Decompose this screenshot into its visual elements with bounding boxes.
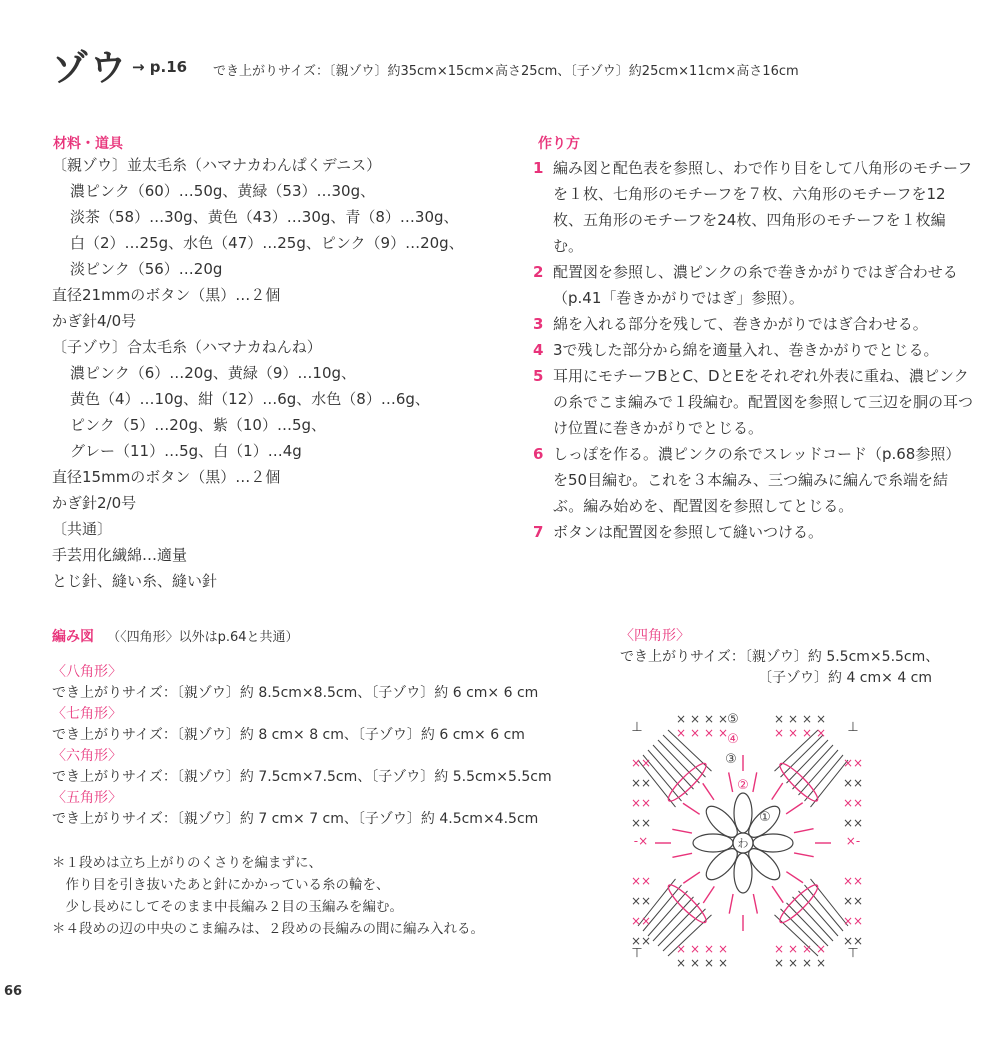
diagram-heading: 編み図 <box>52 629 94 645</box>
fan-stitch <box>781 735 824 777</box>
material-line: グレー（11）…5g、白（1）…4g <box>70 442 302 460</box>
single-crochet-mark: × <box>675 726 687 740</box>
material-line: 黄色（4）…10g、紺（12）…6g、水色（8）…6g、 <box>70 390 430 408</box>
fan-stitch <box>658 740 700 783</box>
single-crochet-mark: × <box>689 712 701 726</box>
single-crochet-mark: ×× <box>630 816 652 830</box>
fan-stitch <box>787 903 829 946</box>
material-line: 〔共通〕 <box>52 520 113 538</box>
single-crochet-mark: ×× <box>630 934 652 948</box>
method-step <box>533 259 973 311</box>
pink-stitch <box>683 872 700 883</box>
cluster-stitch <box>744 844 785 885</box>
step-number: 6 <box>533 445 544 463</box>
step-text: 編み図と配色表を参照し、わで作り目をして八角形のモチーフを１枚、七角形のモチーフを７枚、六角形のモチーフを12枚、五角形のモチーフを24枚、四角形のモチーフを１枚編む。 <box>553 159 973 255</box>
pink-stitch <box>703 783 714 800</box>
corner-chain-mark: ⊤ <box>847 946 859 961</box>
cluster-stitch <box>701 801 742 842</box>
single-crochet-mark: ×× <box>630 776 652 790</box>
step-text: 配置図を参照し、濃ピンクの糸で巻きかがりではぎ合わせる（p.41「巻きかがりではぎ」参照）。 <box>553 263 958 307</box>
pink-stitch <box>786 803 803 814</box>
pink-stitch <box>794 853 814 857</box>
single-crochet-mark: ×× <box>842 796 864 810</box>
square-size-line1: でき上がりサイズ：〔親ゾウ〕約 5.5cm×5.5cm、 <box>620 649 940 665</box>
fan-stitch <box>653 745 694 789</box>
step-text: 綿を入れる部分を残して、巻きかがりではぎ合わせる。 <box>553 315 928 333</box>
method-step <box>533 337 973 363</box>
single-crochet-mark: × <box>703 712 715 726</box>
page-title: ゾウ <box>52 48 129 89</box>
step-text: ボタンは配置図を参照して縫いつける。 <box>553 523 824 541</box>
single-crochet-mark: ×× <box>630 796 652 810</box>
material-line: 淡ピンク（56）…20g <box>70 260 223 278</box>
shape-size: でき上がりサイズ：〔親ゾウ〕約 8.5cm×8.5cm、〔子ゾウ〕約 6 cm× 6 cm <box>52 685 539 701</box>
single-crochet-mark: × <box>773 956 785 970</box>
single-crochet-mark: ×× <box>842 874 864 888</box>
shape-name: 〈七角形〉 <box>52 706 122 722</box>
pink-stitch <box>672 853 692 857</box>
single-crochet-mark: ×× <box>842 816 864 830</box>
single-crochet-mark: -× <box>633 834 649 848</box>
step-number: 5 <box>533 367 544 385</box>
single-crochet-mark: × <box>801 956 813 970</box>
material-line: 淡茶（58）…30g、黄色（43）…30g、青（8）…30g、 <box>70 208 459 226</box>
single-crochet-mark: × <box>703 942 715 956</box>
single-crochet-mark: ×× <box>630 756 652 770</box>
method-steps <box>533 155 973 545</box>
single-crochet-mark: ×× <box>630 894 652 908</box>
material-line: かぎ針4/0号 <box>52 312 137 330</box>
single-crochet-mark: × <box>815 726 827 740</box>
single-crochet-mark: × <box>703 726 715 740</box>
step-number: 4 <box>533 341 544 359</box>
method-step <box>533 363 973 441</box>
crochet-square-chart <box>615 705 875 970</box>
single-crochet-mark: × <box>801 712 813 726</box>
pink-stitch <box>683 803 700 814</box>
single-crochet-mark: × <box>717 956 729 970</box>
diagram-heading-row <box>52 626 299 646</box>
materials-list <box>52 152 464 594</box>
single-crochet-mark: × <box>815 712 827 726</box>
method-heading: 作り方 <box>538 136 580 152</box>
single-crochet-mark: ×× <box>630 914 652 928</box>
step-number: 7 <box>533 523 544 541</box>
material-line: とじ針、縫い糸、縫い針 <box>52 572 218 590</box>
note-line: 作り目を引き抜いたあと針にかかっている糸の輪を、 <box>52 877 390 893</box>
single-crochet-mark: × <box>801 726 813 740</box>
single-crochet-mark: × <box>787 712 799 726</box>
round-number: ⑤ <box>727 712 739 727</box>
pink-stitch <box>772 886 783 903</box>
pink-stitch <box>729 772 733 792</box>
shape-name: 〈五角形〉 <box>52 790 122 806</box>
fan-stitch <box>658 903 700 946</box>
material-line: 〔親ゾウ〕並太毛糸（ハマナカわんぱくデニス） <box>52 156 382 174</box>
single-crochet-mark: × <box>717 942 729 956</box>
fan-stitch <box>805 885 844 931</box>
pink-stitch <box>772 783 783 800</box>
page-number: 66 <box>4 984 23 999</box>
round-number: ① <box>759 810 771 825</box>
round-number: ② <box>737 778 749 793</box>
cluster-stitch <box>701 844 742 885</box>
fan-stitch <box>793 745 834 789</box>
page-reference: → p.16 <box>132 58 188 76</box>
fan-stitch <box>799 750 839 795</box>
material-line: 〔子ゾウ〕合太毛糸（ハマナカねんね） <box>52 338 322 356</box>
single-crochet-mark: × <box>675 942 687 956</box>
single-crochet-mark: ×× <box>842 934 864 948</box>
single-crochet-mark: × <box>801 942 813 956</box>
single-crochet-mark: × <box>689 942 701 956</box>
single-crochet-mark: × <box>689 956 701 970</box>
material-line: 濃ピンク（60）…50g、黄緑（53）…30g、 <box>70 182 376 200</box>
note-line: 少し長めにしてそのまま中長編み２目の玉編みを編む。 <box>52 899 403 915</box>
material-line: 手芸用化繊綿…適量 <box>52 546 188 564</box>
pink-stitch <box>753 772 757 792</box>
fan-stitch <box>648 891 688 936</box>
fan-stitch <box>663 735 706 777</box>
diagram-heading-note: （〈四角形〉以外はp.64と共通） <box>107 630 299 645</box>
step-text: 耳用にモチーフBとC、DとEをそれぞれ外表に重ね、濃ピンクの糸でこま編みで１段編む。配置図を参照して三辺を胴の耳つけ位置に巻きかがりでとじる。 <box>553 367 974 437</box>
materials-heading: 材料・道具 <box>53 136 123 152</box>
single-crochet-mark: ×× <box>842 776 864 790</box>
corner-chain-mark: ⊤ <box>631 946 643 961</box>
pink-stitch <box>672 829 692 833</box>
step-number: 1 <box>533 159 544 177</box>
single-crochet-mark: × <box>675 956 687 970</box>
finished-size: でき上がりサイズ：〔親ゾウ〕約35cm×15cm×高さ25cm、〔子ゾウ〕約25cm×11cm×高さ16cm <box>213 64 799 79</box>
shape-name: 〈八角形〉 <box>52 664 122 680</box>
single-crochet-mark: × <box>703 956 715 970</box>
corner-chain-mark: ⊥ <box>847 720 859 735</box>
material-line: 直径15mmのボタン（黒）…２個 <box>52 468 281 486</box>
shape-name: 〈六角形〉 <box>52 748 122 764</box>
note-line: ＊１段めは立ち上がりのくさりを編まずに、 <box>52 855 322 871</box>
note-line: ＊４段めの辺の中央のこま編みは、２段めの長編みの間に編み入れる。 <box>52 921 484 937</box>
fan-stitch <box>799 891 839 936</box>
pink-stitch <box>753 894 757 914</box>
pink-stitch <box>729 894 733 914</box>
single-crochet-mark: × <box>717 726 729 740</box>
shape-size-list <box>52 662 552 830</box>
fan-stitch <box>653 897 694 941</box>
single-crochet-mark: ×× <box>842 756 864 770</box>
diagram-notes <box>52 852 484 940</box>
shape-size: でき上がりサイズ：〔親ゾウ〕約 7 cm× 7 cm、〔子ゾウ〕約 4.5cm×4.5cm <box>52 811 539 827</box>
pink-stitch <box>703 886 714 903</box>
single-crochet-mark: × <box>773 942 785 956</box>
corner-chain-mark: ⊥ <box>631 720 643 735</box>
single-crochet-mark: ×× <box>842 914 864 928</box>
square-heading: 〈四角形〉 <box>620 628 690 644</box>
single-crochet-mark: × <box>689 726 701 740</box>
round-number: ④ <box>727 732 739 747</box>
step-number: 2 <box>533 263 544 281</box>
material-line: かぎ針2/0号 <box>52 494 137 512</box>
square-size-line2: 〔子ゾウ〕約 4 cm× 4 cm <box>758 670 933 686</box>
single-crochet-mark: × <box>787 942 799 956</box>
material-line: 直径21mmのボタン（黒）…２個 <box>52 286 281 304</box>
material-line: ピンク（5）…20g、紫（10）…5g、 <box>70 416 327 434</box>
single-crochet-mark: ×× <box>842 894 864 908</box>
single-crochet-mark: × <box>787 726 799 740</box>
step-number: 3 <box>533 315 544 333</box>
shape-size: でき上がりサイズ：〔親ゾウ〕約 8 cm× 8 cm、〔子ゾウ〕約 6 cm× 6 cm <box>52 727 525 743</box>
method-step <box>533 441 973 519</box>
step-text: 3で残した部分から綿を適量入れ、巻きかがりでとじる。 <box>553 341 939 359</box>
fan-stitch <box>648 750 688 795</box>
single-crochet-mark: × <box>815 956 827 970</box>
pink-stitch <box>794 829 814 833</box>
single-crochet-mark: × <box>815 942 827 956</box>
single-crochet-mark: × <box>787 956 799 970</box>
single-crochet-mark: ×× <box>630 874 652 888</box>
shape-size: でき上がりサイズ：〔親ゾウ〕約 7.5cm×7.5cm、〔子ゾウ〕約 5.5cm×5.5cm <box>52 769 552 785</box>
center-label: わ <box>737 837 749 850</box>
method-step <box>533 311 973 337</box>
pink-stitch <box>786 872 803 883</box>
method-step <box>533 519 973 545</box>
method-step <box>533 155 973 259</box>
material-line: 白（2）…25g、水色（47）…25g、ピンク（9）…20g、 <box>70 234 464 252</box>
round-number: ③ <box>725 752 737 767</box>
single-crochet-mark: × <box>717 712 729 726</box>
step-text: しっぽを作る。濃ピンクの糸でスレッドコード（p.68参照）を50目編む。これを３本編み、三つ編みに編んで糸端を結ぶ。編み始めを、配置図を参照してとじる。 <box>553 445 961 515</box>
single-crochet-mark: × <box>675 712 687 726</box>
fan-stitch <box>787 740 829 783</box>
single-crochet-mark: × <box>773 712 785 726</box>
single-crochet-mark: ×- <box>845 834 861 848</box>
fan-stitch <box>805 755 844 801</box>
single-crochet-mark: × <box>773 726 785 740</box>
fan-stitch <box>793 897 834 941</box>
material-line: 濃ピンク（6）…20g、黄緑（9）…10g、 <box>70 364 357 382</box>
